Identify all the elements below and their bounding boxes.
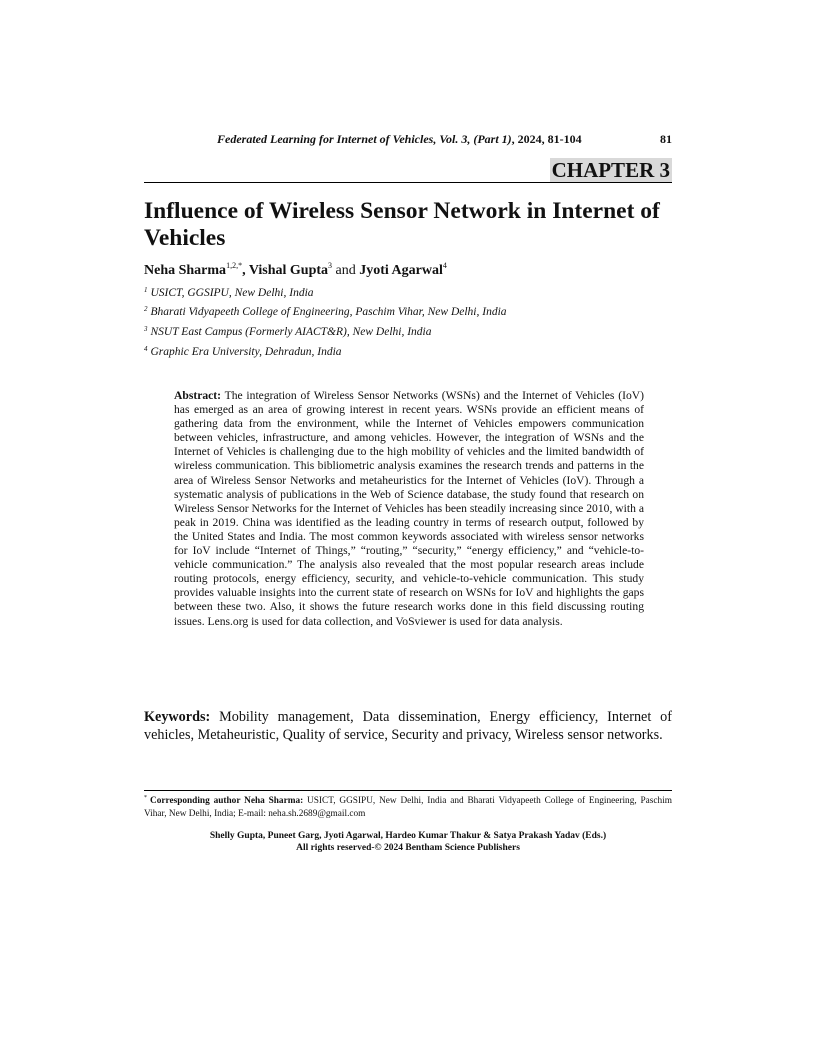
author-name: Jyoti Agarwal: [359, 263, 443, 278]
abstract-text: The integration of Wireless Sensor Networks (WSNs) and the Internet of Vehicles (IoV) has emerged as an area of growing interest in recent years. WSNs provide an efficient means of gathering data from the environment, while the Internet of Vehicles empowers communication between vehicles, infrastructure, and among vehicles. However, the integration of WSNs and the Internet of Vehicles is challenging due to the high mobility of vehicles and the limited bandwidth of wireless communication. This bibliometric analysis examines the research trends and patterns in the area of Wireless Sensor Networks and metaheuristics for the Internet of Vehicles (IoV). Through a systematic analysis of publications in the Web of Science database, the study found that research on Wireless Sensor Networks for the Internet of Vehicles has been steadily increasing since 2010, with a peak in 2019. China was identified as the leading country in terms of research output, followed by the United States and India. The most common keywords associated with wireless sensor networks for IoV include “Internet of Things,” “routing,” “security,” “energy efficiency,” and “vehicle-to-vehicle communication.” The analysis also revealed that the most popular research areas include routing protocols, energy efficiency, security, and vehicle-to-vehicle communication. This study provides valuable insights into the current state of research on WSNs for IoV and highlights the gaps between these two. Also, it shows the future research works done in this field discussing routing issues. Lens.org is used for data collection, and VoSviewer is used for data analysis.: [174, 389, 644, 628]
footnote-rule: [144, 790, 672, 791]
author-name: Neha Sharma: [144, 263, 227, 278]
editors-block: [144, 830, 672, 854]
chapter-label: CHAPTER 3: [551, 158, 670, 182]
page-number: 81: [660, 132, 672, 146]
author-affil-marker: 4: [442, 261, 447, 270]
editors-line: Shelly Gupta, Puneet Garg, Jyoti Agarwal, Hardeo Kumar Thakur & Satya Prakash Yadav (Eds.): [209, 831, 607, 841]
affiliation: $^4$ Graphic Era University, Dehradun, India: [144, 345, 342, 358]
affiliation: $^1$ USICT, GGSIPU, New Delhi, India: [144, 286, 314, 299]
chapter-rule: [144, 182, 672, 183]
affiliation: $^3$ NSUT East Campus (Formerly AIACT&R), New Delhi, India: [144, 325, 432, 338]
running-header: [144, 132, 672, 150]
footnote-text: USICT, GGSIPU, New Delhi, India and Bharati Vidyapeeth College of Engineering, Paschim Vihar, New Delhi, India; E-mail: neha.sh.2689@gmail.com: [144, 796, 673, 819]
keywords-text: Mobility management, Data dissemination, Energy efficiency, Internet of vehicles, Metaheuristic, Quality of service, Security and privacy, Wireless sensor networks.: [144, 709, 672, 743]
author-separator: ,: [242, 263, 249, 278]
keywords: [144, 708, 672, 744]
footnote-label: Corresponding author Neha Sharma:: [150, 796, 304, 806]
author-affil-marker: 3: [328, 261, 333, 270]
author-affil-marker: 1,2,*: [226, 261, 243, 270]
abstract-label: Abstract:: [174, 389, 222, 402]
running-header-journal: Federated Learning for Internet of Vehicles, Vol. 3, (Part 1), 2024, 81-104: [217, 132, 582, 146]
keywords-label: Keywords:: [144, 709, 211, 725]
affiliation: $^2$ Bharati Vidyapeeth College of Engineering, Paschim Vihar, New Delhi, India: [144, 305, 507, 318]
footnote: * Corresponding author Neha Sharma: USICT, GGSIPU, New Delhi, India and Bharati Vidyapeeth College of Engineering, Paschim Vihar, New Delhi, India; E-mail: neha.sh.2689@gmail.com: [144, 795, 673, 819]
abstract: [174, 389, 644, 629]
author-separator: and: [332, 263, 360, 278]
author-list: [144, 262, 672, 280]
rights-line: All rights reserved-© 2024 Bentham Science Publishers: [296, 843, 520, 853]
author-name: Vishal Gupta: [248, 263, 329, 278]
article-title: Influence of Wireless Sensor Network in Internet of Vehicles: [144, 198, 660, 251]
